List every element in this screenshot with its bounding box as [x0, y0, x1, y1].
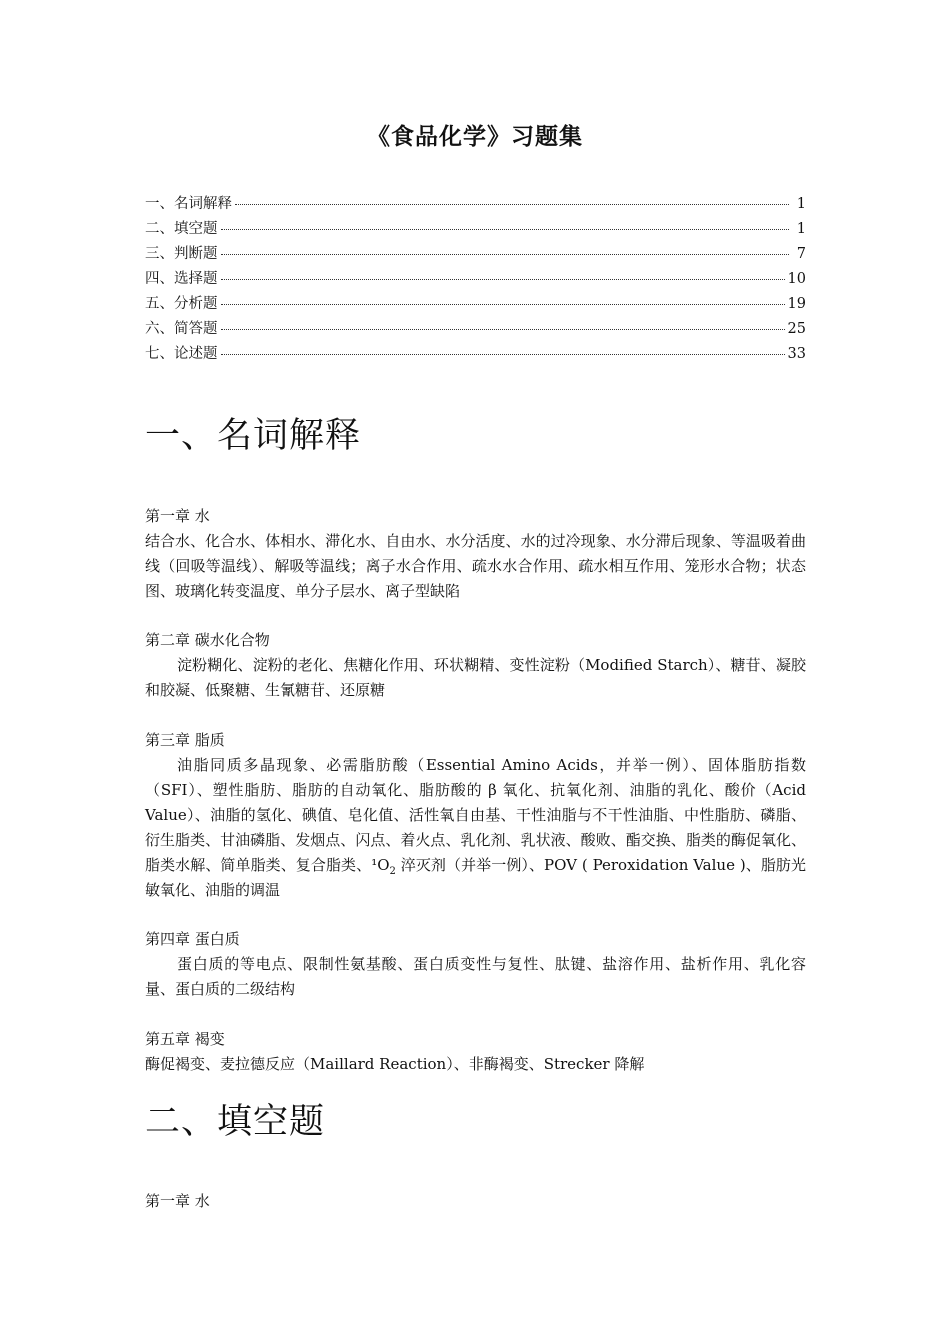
chapter-title: 第三章 脂质	[145, 731, 225, 749]
chapter-block	[145, 628, 806, 703]
chapter-title: 第一章 水	[145, 1192, 210, 1210]
chapter-body	[145, 753, 806, 903]
toc-entry-page: 1	[796, 196, 806, 212]
toc-leader-dots	[221, 354, 785, 355]
chapter-body: 结合水、化合水、体相水、滞化水、自由水、水分活度、水的过冷现象、水分滞后现象、等温吸着曲线（回吸等温线）、解吸等温线；离子水合作用、疏水水合作用、疏水相互作用、笼形水合物；状态图、玻璃化转变温度、单分子层水、离子型缺陷	[145, 532, 806, 600]
toc-entry[interactable]	[145, 342, 806, 367]
chapter-title: 第一章 水	[145, 507, 210, 525]
toc-entry[interactable]	[145, 217, 806, 242]
chapter-body: 酶促褐变、麦拉德反应（Maillard Reaction）、非酶褐变、Strecker 降解	[145, 1055, 645, 1073]
toc-leader-dots	[221, 279, 785, 280]
table-of-contents	[145, 192, 806, 367]
toc-entry-label: 四、选择题	[145, 271, 218, 287]
toc-entry-label: 六、简答题	[145, 321, 218, 337]
chapter-block	[145, 927, 806, 1002]
document-title: 《食品化学》习题集	[367, 124, 583, 150]
chapter-title: 第五章 褐变	[145, 1030, 225, 1048]
toc-entry[interactable]	[145, 292, 806, 317]
toc-leader-dots	[221, 254, 790, 255]
singlet-oxygen-subscript: 2	[389, 866, 396, 877]
chapter-title: 第二章 碳水化合物	[145, 631, 270, 649]
toc-entry-label: 三、判断题	[145, 246, 218, 262]
toc-entry-label: 七、论述题	[145, 346, 218, 362]
toc-entry-page: 10	[787, 271, 806, 287]
toc-leader-dots	[235, 204, 789, 205]
section-heading: 二、填空题	[145, 1102, 326, 1142]
chapter-block	[145, 728, 806, 903]
toc-entry-page: 7	[796, 246, 806, 262]
chapter-body-text-cont: 淬灭剂（并举一例）、POV ( Peroxidation Value )、脂肪光敏氧化、油脂的调温	[145, 856, 806, 899]
chapter-body-text: 油脂同质多晶现象、必需脂肪酸（Essential Amino Acids，并举一例）、固体脂肪指数（SFI）、塑性脂肪、脂肪的自动氧化、脂肪酸的 β 氧化、抗氧化剂、油脂的乳化、酸价（Acid Value）、油脂的氢化、碘值、皂化值、活性氧自由基、干性油脂与不干性油脂、中性脂肪、磷脂、衍生脂类、甘油磷脂、发烟点、闪点、着火点、乳化剂、乳状液、酸败、酯交换、脂类的酶促氧化、脂类水解、简单脂类、复合脂类、	[145, 756, 806, 874]
toc-entry[interactable]	[145, 242, 806, 267]
toc-entry-label: 二、填空题	[145, 221, 218, 237]
toc-entry-page: 33	[787, 346, 806, 362]
toc-entry-page: 25	[787, 321, 806, 337]
chapter-body: 蛋白质的等电点、限制性氨基酸、蛋白质变性与复性、肽键、盐溶作用、盐析作用、乳化容量、蛋白质的二级结构	[145, 955, 806, 998]
toc-entry[interactable]	[145, 192, 806, 217]
chapter-block	[145, 1027, 806, 1077]
chapter-title: 第四章 蛋白质	[145, 930, 240, 948]
toc-entry-page: 1	[796, 221, 806, 237]
toc-leader-dots	[221, 329, 785, 330]
toc-leader-dots	[221, 304, 785, 305]
toc-entry[interactable]	[145, 267, 806, 292]
toc-entry-page: 19	[787, 296, 806, 312]
toc-leader-dots	[221, 229, 790, 230]
toc-entry-label: 五、分析题	[145, 296, 218, 312]
chapter-block	[145, 1189, 806, 1214]
toc-entry-label: 一、名词解释	[145, 196, 232, 212]
chapter-block	[145, 504, 806, 604]
section-heading: 一、名词解释	[145, 416, 362, 456]
chapter-body: 淀粉糊化、淀粉的老化、焦糖化作用、环状糊精、变性淀粉（Modified Starch）、糖苷、凝胶和胶凝、低聚糖、生氰糖苷、还原糖	[145, 656, 806, 699]
singlet-oxygen-symbol: ¹O	[371, 856, 390, 874]
toc-entry[interactable]	[145, 317, 806, 342]
